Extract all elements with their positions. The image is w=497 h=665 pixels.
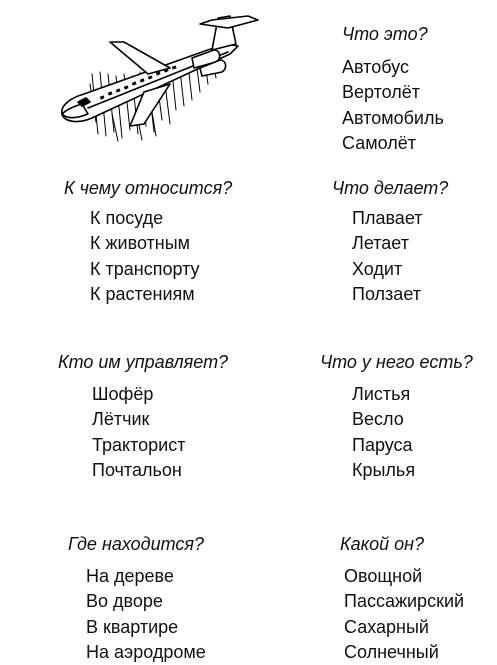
option-item[interactable]: На дереве	[86, 566, 174, 586]
question-title: Где находится?	[68, 534, 205, 554]
option-item[interactable]: Шофёр	[92, 384, 154, 404]
question-title: Кто им управляет?	[58, 352, 229, 372]
question-title: К чему относится?	[64, 178, 233, 198]
question-who-operates	[58, 352, 228, 383]
option-item[interactable]: В квартире	[86, 616, 179, 637]
question-what-is-it	[342, 24, 444, 156]
option-item[interactable]: Солнечный	[344, 641, 439, 662]
question-title: Какой он?	[340, 534, 425, 554]
question-what-it-has	[320, 352, 473, 383]
option-item[interactable]: К растениям	[90, 283, 195, 304]
option-item[interactable]: Тракторист	[92, 434, 186, 455]
option-item[interactable]: Овощной	[344, 566, 423, 586]
option-item[interactable]: К транспорту	[90, 258, 200, 279]
option-item[interactable]: Летает	[352, 233, 409, 254]
option-list	[352, 206, 422, 307]
airplane-icon	[52, 14, 264, 142]
question-title: Что это?	[342, 24, 428, 44]
option-list	[86, 564, 206, 665]
option-item[interactable]: Самолёт	[342, 132, 416, 153]
option-item[interactable]: Автомобиль	[342, 107, 444, 128]
option-list	[344, 564, 464, 665]
option-item[interactable]: На аэродроме	[86, 641, 206, 662]
question-title: Что у него есть?	[320, 352, 473, 372]
option-list	[342, 55, 444, 156]
option-item[interactable]: Автобус	[342, 57, 409, 77]
option-item[interactable]: Лётчик	[92, 409, 150, 430]
option-item[interactable]: К посуде	[90, 208, 164, 228]
option-item[interactable]: Паруса	[352, 434, 413, 455]
option-list	[352, 382, 415, 483]
question-what-kind	[340, 534, 424, 565]
option-item[interactable]: Ходит	[352, 258, 403, 279]
option-item[interactable]: Во дворе	[86, 591, 163, 612]
option-item[interactable]: Листья	[352, 384, 411, 404]
option-item[interactable]: К животным	[90, 233, 191, 254]
option-item[interactable]: Плавает	[352, 208, 423, 228]
question-title: Что делает?	[332, 178, 449, 198]
question-where-located	[68, 534, 204, 565]
option-item[interactable]: Пассажирский	[344, 591, 465, 612]
option-item[interactable]: Крылья	[352, 459, 416, 480]
question-category	[64, 178, 232, 209]
option-item[interactable]: Сахарный	[344, 616, 429, 637]
question-what-does-it-do	[332, 178, 448, 209]
option-item[interactable]: Ползает	[352, 283, 421, 304]
option-item[interactable]: Почтальон	[92, 459, 182, 480]
option-item[interactable]: Вертолёт	[342, 82, 421, 103]
option-item[interactable]: Весло	[352, 409, 404, 430]
option-list	[92, 382, 185, 483]
option-list	[90, 206, 200, 307]
